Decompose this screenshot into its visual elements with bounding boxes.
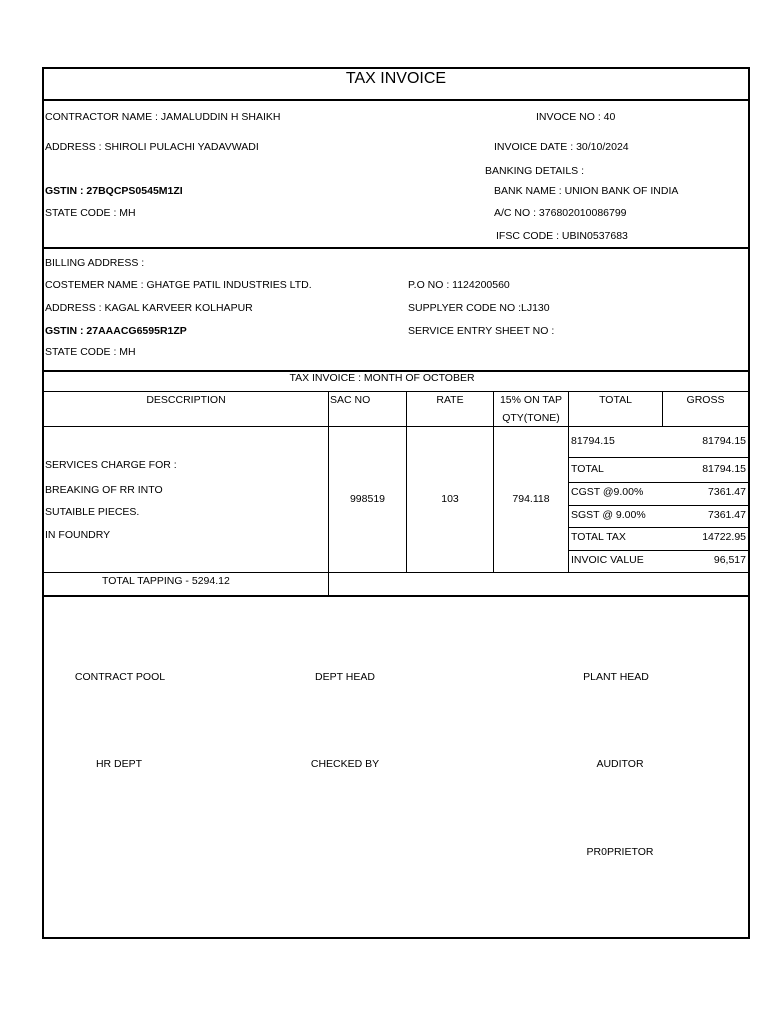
- bank-name: BANK NAME : UNION BANK OF INDIA: [494, 185, 679, 197]
- summary-line-2: [568, 482, 748, 483]
- summary-line-3: [568, 505, 748, 506]
- account-number: A/C NO : 376802010086799: [494, 207, 627, 219]
- invoice-number: INVOCE NO : 40: [536, 111, 616, 123]
- qty-value: 794.118: [512, 493, 550, 505]
- description-line: SERVICES CHARGE FOR :: [45, 459, 177, 471]
- header-qty-line2: QTY(TONE): [502, 412, 560, 424]
- summary-value: 96,517: [713, 554, 746, 566]
- customer-state-code: STATE CODE : MH: [45, 346, 136, 358]
- summary-value: 7361.47: [708, 486, 746, 498]
- customer-address: ADDRESS : KAGAL KARVEER KOLHAPUR: [45, 302, 253, 314]
- invoice-title: TAX INVOICE: [345, 70, 447, 87]
- signature-proprietor: PR0PRIETOR: [586, 846, 654, 858]
- header-sac: SAC NO: [330, 394, 371, 406]
- rate-value: 103: [441, 493, 459, 505]
- contractor-gstin: GSTIN : 27BQCPS0545M1ZI: [45, 185, 183, 197]
- header-qty-line1: 15% ON TAP: [499, 394, 563, 406]
- signature-checked-by: CHECKED BY: [310, 758, 380, 770]
- divider-contractor: [43, 247, 748, 249]
- summary-line-5: [568, 550, 748, 551]
- signature-contract-pool: CONTRACT POOL: [74, 671, 166, 683]
- sac-value: 998519: [349, 493, 386, 505]
- description-line: SUTAIBLE PIECES.: [45, 506, 140, 518]
- summary-label: TOTAL TAX: [571, 531, 626, 543]
- summary-label: TOTAL: [571, 463, 604, 475]
- summary-line-4: [568, 527, 748, 528]
- summary-value: 14722.95: [702, 531, 746, 543]
- divider-table-header: [43, 426, 748, 427]
- signature-plant-head: PLANT HEAD: [583, 671, 649, 683]
- billing-heading: BILLING ADDRESS :: [45, 257, 145, 269]
- summary-label: INVOIC VALUE: [571, 554, 644, 566]
- signature-dept-head: DEPT HEAD: [315, 671, 375, 683]
- col-line-qty: [493, 391, 494, 573]
- summary-line-1: [568, 457, 748, 458]
- col-line-gross: [662, 391, 663, 427]
- supplier-code: SUPPLYER CODE NO :LJ130: [408, 302, 550, 314]
- header-gross: GROSS: [686, 394, 725, 406]
- banking-heading: BANKING DETAILS :: [485, 165, 584, 177]
- summary-label: SGST @ 9.00%: [571, 509, 646, 521]
- description-line: IN FOUNDRY: [45, 529, 111, 541]
- service-entry-sheet: SERVICE ENTRY SHEET NO :: [408, 325, 555, 337]
- header-total: TOTAL: [599, 394, 632, 406]
- signature-auditor: AUDITOR: [596, 758, 644, 770]
- summary-value: 81794.15: [702, 435, 746, 447]
- invoice-date: INVOICE DATE : 30/10/2024: [494, 141, 629, 153]
- summary-value: 7361.47: [708, 509, 746, 521]
- header-description: DESCCRIPTION: [146, 394, 226, 406]
- col-line-rate: [406, 391, 407, 573]
- signature-hr-dept: HR DEPT: [95, 758, 143, 770]
- description-line: BREAKING OF RR INTO: [45, 484, 163, 496]
- summary-label: CGST @9.00%: [571, 486, 644, 498]
- divider-title: [43, 99, 748, 101]
- header-rate: RATE: [436, 394, 464, 406]
- month-line: TAX INVOICE : MONTH OF OCTOBER: [289, 372, 475, 384]
- contractor-name: CONTRACTOR NAME : JAMALUDDIN H SHAIKH: [45, 111, 281, 123]
- po-number: P.O NO : 1124200560: [408, 279, 510, 291]
- divider-table-body: [43, 572, 748, 573]
- divider-month: [43, 391, 748, 392]
- ifsc-code: IFSC CODE : UBIN0537683: [496, 230, 628, 242]
- contractor-state-code: STATE CODE : MH: [45, 207, 136, 219]
- contractor-address: ADDRESS : SHIROLI PULACHI YADAVWADI: [45, 141, 259, 153]
- summary-label: 81794.15: [571, 435, 615, 447]
- divider-table-end: [43, 595, 748, 597]
- total-tapping: TOTAL TAPPING - 5294.12: [102, 575, 230, 587]
- customer-name: COSTEMER NAME : GHATGE PATIL INDUSTRIES LTD.: [45, 279, 312, 291]
- customer-gstin: GSTIN : 27AAACG6595R1ZP: [45, 325, 187, 337]
- summary-value: 81794.15: [702, 463, 746, 475]
